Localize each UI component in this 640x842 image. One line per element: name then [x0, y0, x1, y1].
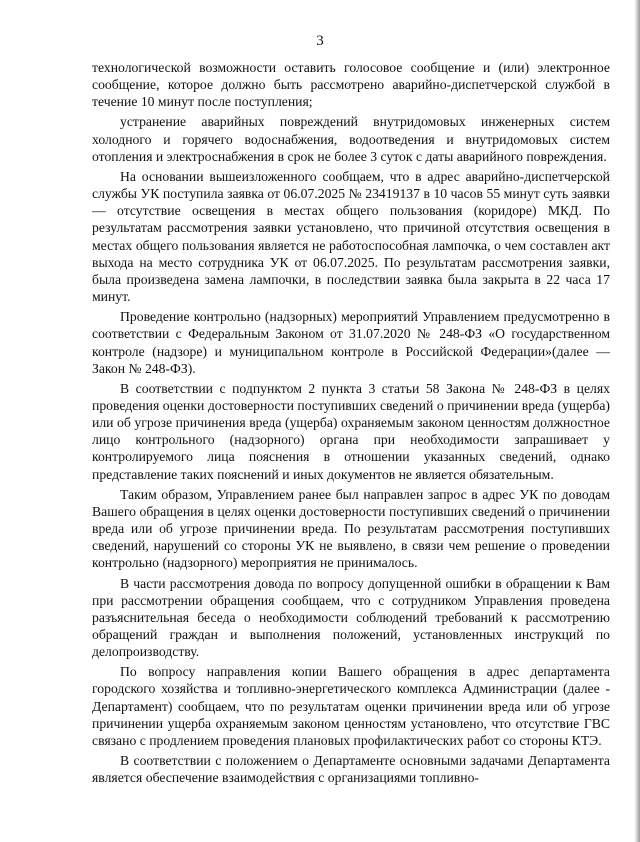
- paragraph-department-tasks: В соответствии с положением о Департаменте основными задачами Департамента является обеспечение взаимодействия с организациями топливно-: [92, 753, 610, 786]
- paragraph-department-copy: По вопросу направления копии Вашего обращения в адрес департамента городского хозяйства и топливно-энергетического комплекса Администрации (далее - Департамент) сообщаем, что по результатам оценки причинении вреда или об угрозе причинении ущерба охраняемым законом ценностям установлено, что отсутствие ГВС связано с продлением проведения плановых профилактических работ со стороны КТЭ.: [92, 664, 610, 748]
- document-body: [92, 59, 610, 786]
- scan-edge: [635, 0, 640, 842]
- paragraph-conclusion: Таким образом, Управлением ранее был направлен запрос в адрес УК по доводам Вашего обращения в целях оценки достоверности поступивших сведений о причинении вреда или об угрозе причинении вреда. По результатам рассмотрения поступивших сведений, нарушений со стороны УК не выявлено, в связи чем решение о проведении контрольно (надзорного) мероприятия не принималось.: [92, 486, 610, 571]
- paragraph-error-review: В части рассмотрения довода по вопросу допущенной ошибки в обращении к Вам при рассмотрении обращения сообщаем, что с сотрудником Управления проведена разъяснительная беседа о необходимости соблюдений требований к рассмотрению обращений граждан и выполнения положений, установленных инструкций по делопроизводству.: [92, 575, 610, 660]
- paragraph-request-details: На основании вышеизложенного сообщаем, что в адрес аварийно-диспетчерской службы УК поступила заявка от 06.07.2025 № 23419137 в 10 часов 55 минут суть заявки — отсутствие освещения в местах общего пользования (коридоре) МКД. По результатам рассмотрения заявки установлено, что причиной отсутствия освещения в местах общего пользования является не работоспособная лампочка, о чем составлен акт выхода на место сотрудника УК от 06.07.2025. По результатам рассмотрения заявки, была произведена замена лампочки, в последствии заявка была закрыта в 22 часа 17 минут.: [92, 168, 610, 305]
- paragraph-law-reference: Проведение контрольно (надзорных) мероприятий Управлением предусмотренно в соответствии с Федеральным Законом от 31.07.2020 № 248-ФЗ «О государственном контроле (надзоре) и муниципальном контроле в Российской Федерации»(далее — Закон № 248-ФЗ).: [92, 309, 610, 376]
- paragraph-article-58: В соответствии с подпунктом 2 пункта 3 статьи 58 Закона № 248-ФЗ в целях проведения оценки достоверности поступивших сведений о причинении вреда (ущерба) или об угрозе причинения вреда (ущерба) охраняемым законом ценностям должностное лицо контрольного (надзорного) органа при необходимости запрашивает у контролируемого лица пояснения в отношении указанных сведений, однако представление таких пояснений и иных документов не является обязательным.: [92, 380, 610, 482]
- paragraph-repair-deadline: устранение аварийных повреждений внутридомовых инженерных систем холодного и горячего водоснабжения, водоотведения и внутридомовых систем отопления и электроснабжения в срок не более 3 суток с даты аварийного повреждения.: [92, 114, 610, 164]
- paragraph-continued: технологической возможности оставить голосовое сообщение и (или) электронное сообщение, которое должно быть рассмотрено аварийно-диспетчерской службой в течение 10 минут после поступления;: [92, 60, 610, 110]
- page-number: 3: [316, 33, 324, 49]
